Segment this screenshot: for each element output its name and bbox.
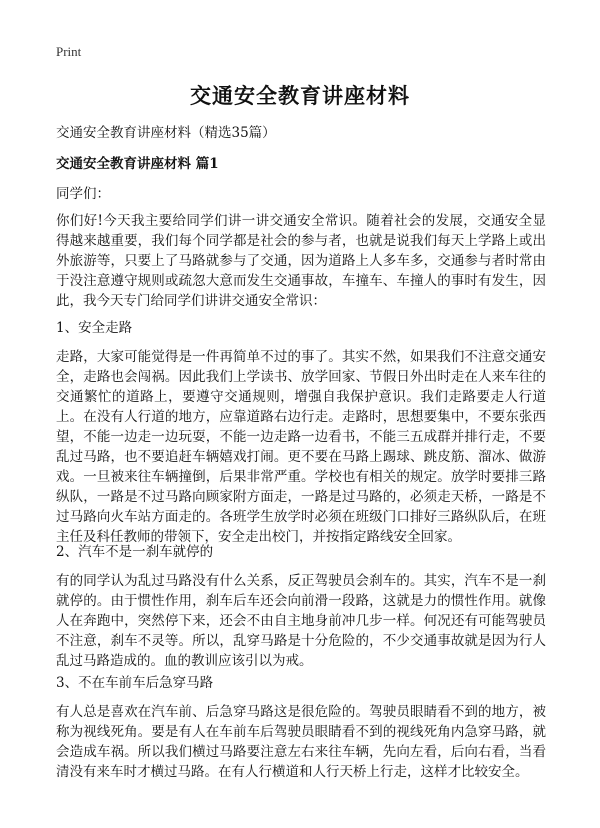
greeting: 同学们： (56, 186, 110, 202)
document-subtitle: 交通安全教育讲座材料（精选35篇） (56, 125, 276, 141)
item-paragraph: 走路，大家可能觉得是一件再简单不过的事了。其实不然，如果我们不注意交通安全，走路也会闯祸。因此我们上学读书、放学回家、节假日外出时走在人来车往的交通繁忙的道路上，要遵守交通规则，增强自我保护意识。我们走路要走人行道上。在没有人行道的地方，应靠道路右边行走。走路时，思想要集中，不要东张西望，不能一边走一边玩耍，不能一边走路一边看书，不能三五成群并排行走，不要乱过马路，也不要追赶车辆嬉戏打闹。更不要在马路上踢球、跳皮筋、溜冰、做游戏。一旦被来往车辆撞倒，后果非常严重。学校也有相关的规定。放学时要排三路纵队，一路是不过马路向顾家附方面走，一路是过马路的，必须走天桥，一路是不过马路向火车站方面走的。各班学生放学时必须在班级门口排好三路纵队后，在班主任及科任教师的带领下，安全走出校门，并按指定路线安全回家。 (56, 349, 546, 545)
print-label: Print (56, 44, 82, 59)
item-paragraph: 有人总是喜欢在汽车前、后急穿马路这是很危险的。驾驶员眼睛看不到的地方，被称为视线死角。要是有人在车前车后驾驶员眼睛看不到的视线死角内急穿马路，就会造成车祸。所以我们横过马路要注意左右来往车辆，先向左看，后向右看，当看清没有来车时才横过马路。在有人行横道和人行天桥上行走，这样才比较安全。 (56, 704, 546, 780)
section-heading: 交通安全教育讲座材料 篇1 (56, 156, 219, 172)
document-title: 交通安全教育讲座材料 (190, 84, 410, 108)
item-heading: 2、汽车不是一刹车就停的 (56, 544, 214, 560)
item-heading: 3、不在车前车后急穿马路 (56, 675, 214, 691)
intro-paragraph: 你们好!今天我主要给同学们讲一讲交通安全常识。随着社会的发展，交通安全显得越来越重要，我们每个同学都是社会的参与者，也就是说我们每天上学路上或出外旅游等，只要上了马路就参与了交通，因为道路上人多车多，交通参与者时常由于没注意遵守规则或疏忽大意而发生交通事故，车撞车、车撞人的事时有发生，因此，我今天专门给同学们讲讲交通安全常识： (56, 213, 546, 309)
item-paragraph: 有的同学认为乱过马路没有什么关系，反正驾驶员会刹车的。其实，汽车不是一刹就停的。由于惯性作用，刹车后车还会向前滑一段路，这就是力的惯性作用。就像人在奔跑中，突然停下来，还会不由自主地身前冲几步一样。何况还有可能驾驶员不注意，刹车不灵等。所以，乱穿马路是十分危险的，不少交通事故就是因为行人乱过马路造成的。血的教训应该引以为戒。 (56, 573, 546, 669)
item-heading: 1、安全走路 (56, 320, 133, 336)
